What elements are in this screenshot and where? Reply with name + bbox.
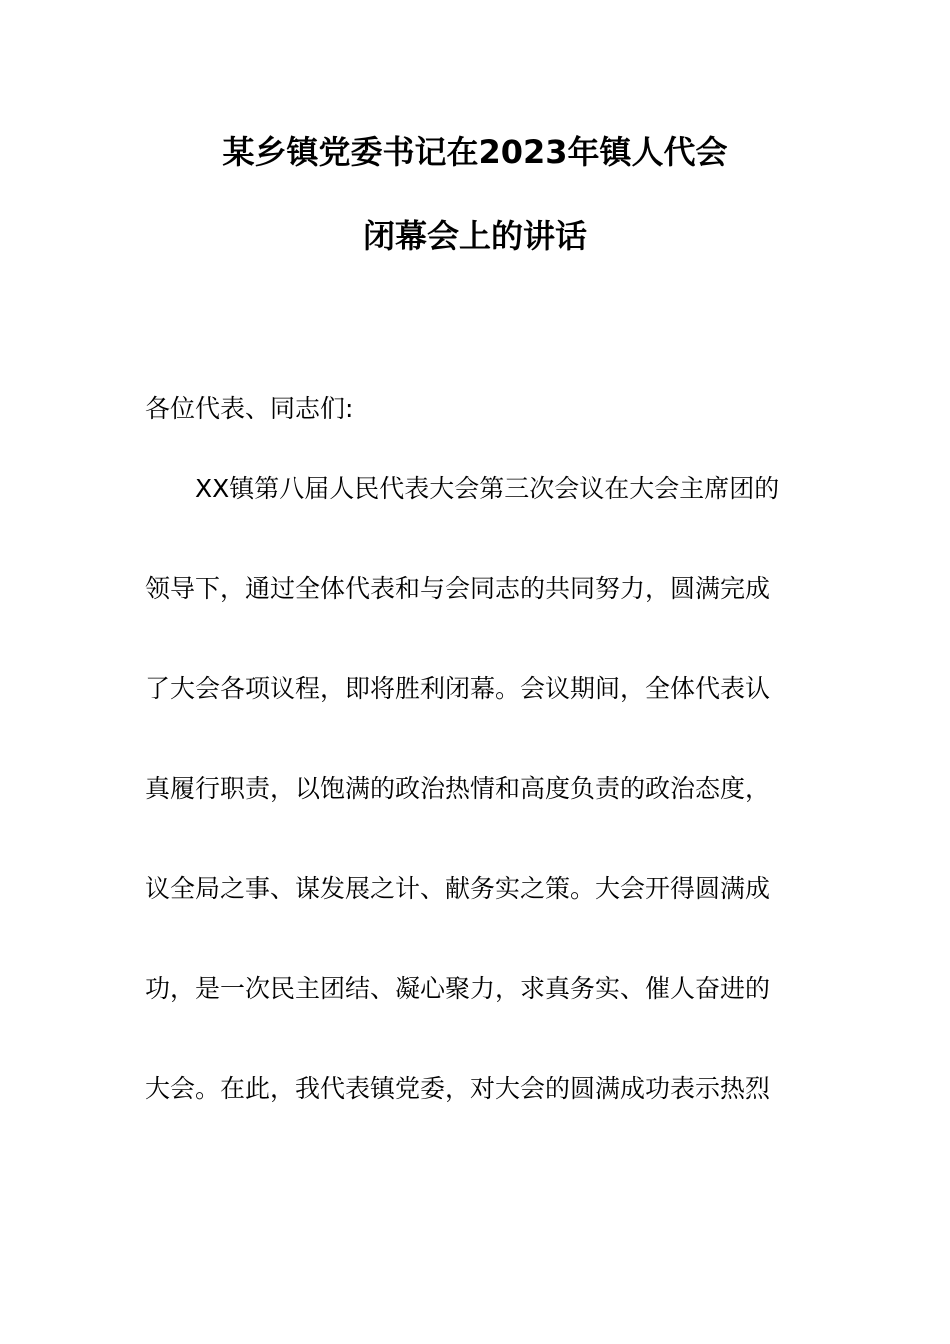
document-title-line-2: 闭幕会上的讲话 xyxy=(362,217,587,255)
document-title-line-1: 某乡镇党委书记在2023年镇人代会 xyxy=(222,133,728,171)
body-text-line: 功，是一次民主团结、凝心聚力，求真务实、催人奋进的 xyxy=(145,974,771,1003)
body-text-line: 了大会各项议程，即将胜利闭幕。会议期间，全体代表认 xyxy=(145,674,771,703)
body-text-line: 议全局之事、谋发展之计、献务实之策。大会开得圆满成 xyxy=(145,874,771,903)
body-text-line: 大会。在此，我代表镇党委，对大会的圆满成功表示热烈 xyxy=(145,1074,771,1103)
body-text-line: XX镇第八届人民代表大会第三次会议在大会主席团的 xyxy=(195,474,780,503)
body-text-line: 真履行职责，以饱满的政治热情和高度负责的政治态度， xyxy=(145,774,771,803)
salutation: 各位代表、同志们: xyxy=(145,394,354,423)
body-text-line: 领导下，通过全体代表和与会同志的共同努力，圆满完成 xyxy=(145,574,771,603)
